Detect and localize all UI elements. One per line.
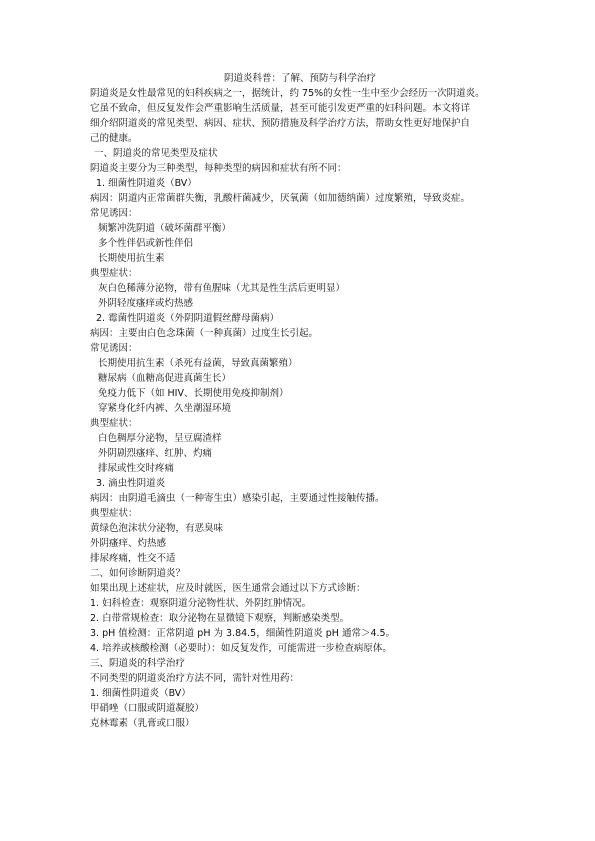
fungal-trigger-item: 糖尿病（血糖高促进真菌生长） xyxy=(98,373,232,384)
section-2-heading: 二、如何诊断阴道炎？ xyxy=(90,568,186,579)
section-3-lead: 不同类型的阴道炎治疗方法不同，需针对性用药： xyxy=(90,673,300,684)
bv-symptoms-label: 典型症状： xyxy=(90,268,138,279)
fungal-symptom-item: 白色稠厚分泌物，呈豆腐渣样 xyxy=(98,433,222,444)
trich-symptom-item: 黄绿色泡沫状分泌物，有恶臭味 xyxy=(90,523,224,534)
bv-cause: 病因：阴道内正常菌群失衡，乳酸杆菌减少，厌氧菌（如加德纳菌）过度繁殖，导致炎症。 xyxy=(90,193,471,204)
intro-line: 它虽不致命，但反复发作会严重影响生活质量，甚至可能引发更严重的妇科问题。本文将详 xyxy=(90,103,471,114)
bv-trigger-item: 频繁冲洗阴道（破坏菌群平衡） xyxy=(98,223,232,234)
diagnosis-item: 2. 白带常规检查：取分泌物在显微镜下观察，判断感染类型。 xyxy=(90,613,350,624)
section-1-lead: 阴道炎主要分为三种类型，每种类型的病因和症状有所不同： xyxy=(90,163,347,174)
document-title: 阴道炎科普：了解、预防与科学治疗 xyxy=(223,73,376,84)
section-2-lead: 如果出现上述症状，应及时就医，医生通常会通过以下方式诊断： xyxy=(90,583,366,594)
trich-symptom-item: 排尿疼痛，性交不适 xyxy=(90,553,176,564)
trich-cause: 病因：由阴道毛滴虫（一种寄生虫）感染引起，主要通过性接触传播。 xyxy=(90,493,385,504)
trich-heading: 3. 滴虫性阴道炎 xyxy=(96,478,166,489)
intro-line: 细介绍阴道炎的常见类型、病因、症状、预防措施及科学治疗方法，帮助女性更好地保护自 xyxy=(90,118,471,129)
section-1-heading: 一、阴道炎的常见类型及症状 xyxy=(94,148,218,159)
bv-triggers-label: 常见诱因： xyxy=(90,208,138,219)
drug-item: 甲硝唑（口服或阴道凝胶） xyxy=(90,703,205,714)
fungal-trigger-item: 穿紧身化纤内裤、久坐潮湿环境 xyxy=(98,403,232,414)
diagnosis-item: 4. 培养或核酸检测（必要时）：如反复发作，可能需进一步检查病原体。 xyxy=(90,643,392,654)
intro-line: 阴道炎是女性最常见的妇科疾病之一，据统计，约 75%的女性一生中至少会经历一次阴道炎。 xyxy=(90,88,485,99)
intro-line: 己的健康。 xyxy=(90,133,138,144)
bv-symptom-item: 灰白色稀薄分泌物，带有鱼腥味（尤其是性生活后更明显） xyxy=(98,283,346,294)
section-3-heading: 三、阴道炎的科学治疗 xyxy=(90,658,186,669)
bv-symptom-item: 外阴轻度瘙痒或灼热感 xyxy=(98,298,194,309)
trich-symptoms-label: 典型症状： xyxy=(90,508,138,519)
bv-heading: 1. 细菌性阴道炎（BV） xyxy=(96,178,197,189)
fungal-trigger-item: 免疫力低下（如 HIV、长期使用免疫抑制剂） xyxy=(98,388,289,399)
trich-symptom-item: 外阴瘙痒、灼热感 xyxy=(90,538,167,549)
fungal-symptoms-label: 典型症状： xyxy=(90,418,138,429)
document-body xyxy=(90,86,510,731)
fungal-heading: 2. 霉菌性阴道炎（外阴阴道假丝酵母菌病） xyxy=(96,313,280,324)
fungal-trigger-item: 长期使用抗生素（杀死有益菌，导致真菌繁殖） xyxy=(98,358,298,369)
treatment-bv-heading: 1. 细菌性阴道炎（BV） xyxy=(90,688,191,699)
diagnosis-item: 1. 妇科检查：观察阴道分泌物性状、外阴红肿情况。 xyxy=(90,598,312,609)
fungal-symptom-item: 排尿或性交时疼痛 xyxy=(98,463,175,474)
fungal-cause: 病因：主要由白色念珠菌（一种真菌）过度生长引起。 xyxy=(90,328,319,339)
bv-trigger-item: 长期使用抗生素 xyxy=(98,253,165,264)
fungal-symptom-item: 外阴剧烈瘙痒、红肿、灼痛 xyxy=(98,448,213,459)
diagnosis-item: 3. pH 值检测：正常阴道 pH 为 3.84.5，细菌性阴道炎 pH 通常＞4.5。 xyxy=(90,628,396,639)
fungal-triggers-label: 常见诱因： xyxy=(90,343,138,354)
drug-item: 克林霉素（乳膏或口服） xyxy=(90,718,195,729)
bv-trigger-item: 多个性伴侣或新性伴侣 xyxy=(98,238,194,249)
